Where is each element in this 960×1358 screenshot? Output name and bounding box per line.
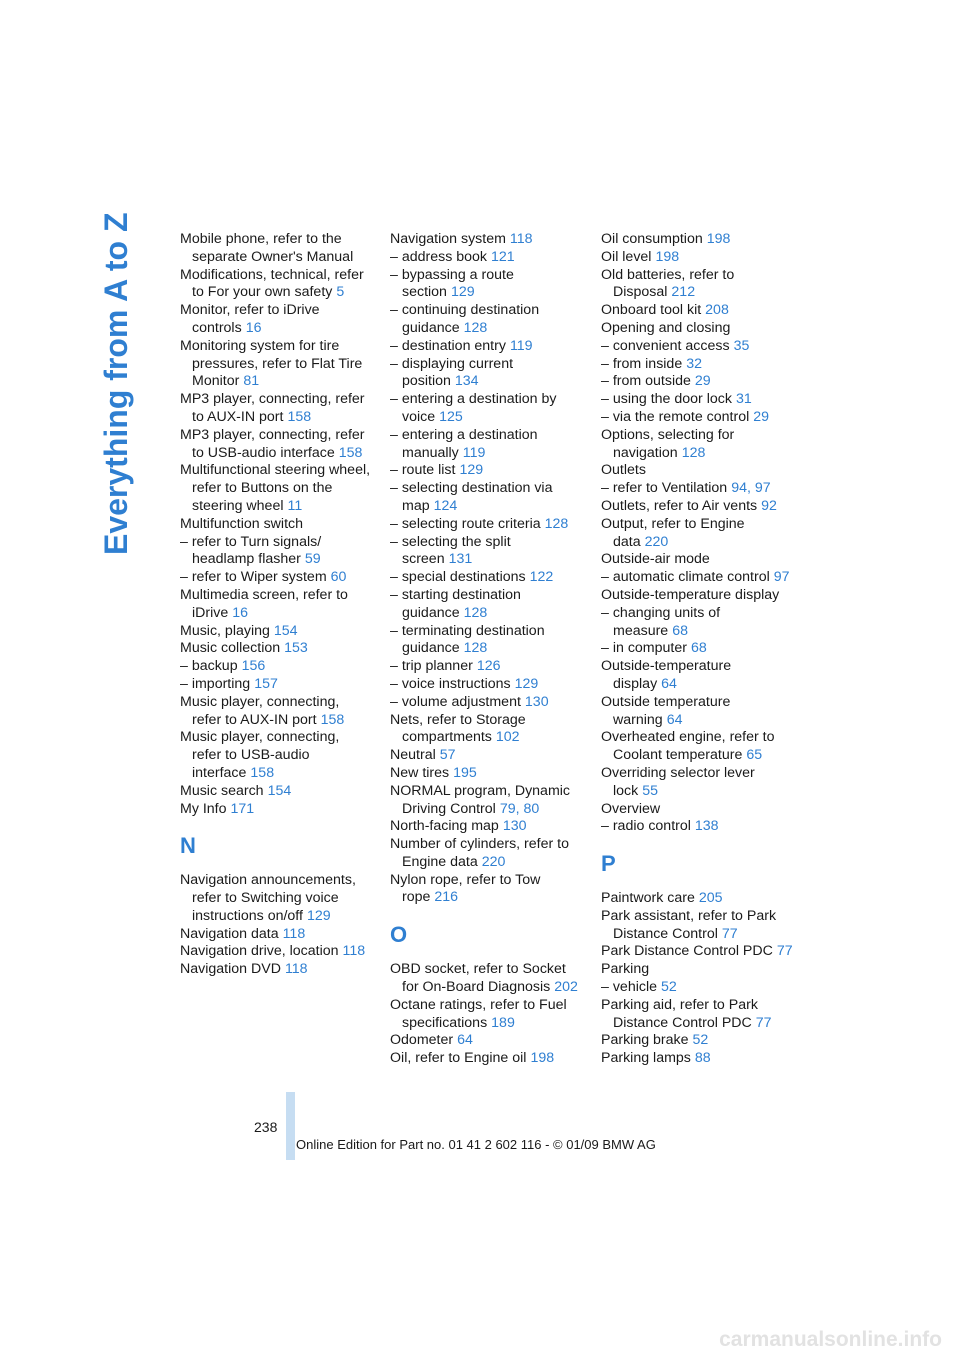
entry-text: Nets, refer to Storage compartments (390, 711, 526, 746)
page-number: 238 (254, 1119, 278, 1135)
index-entry (390, 516, 582, 534)
page-link[interactable]: 92 (761, 497, 777, 514)
footer-text: Online Edition for Part no. 01 41 2 602 116 - © 01/09 BMW AG (296, 1137, 656, 1152)
entry-text: Parking brake (601, 1032, 689, 1049)
entry-text: NORMAL program, Dynamic Driving Control (390, 782, 571, 817)
entry-text: – entering a destination by voice (390, 391, 557, 425)
index-entry (180, 783, 372, 801)
entry-text: My Info (180, 800, 227, 817)
index-entry (390, 658, 582, 676)
index-entry (390, 712, 582, 748)
index-entry (390, 765, 582, 783)
section-letter: N (180, 833, 196, 859)
index-entry (390, 427, 582, 463)
entry-text: Multifunctional steering wheel, refer to Buttons on the steering wheel (180, 462, 371, 514)
entry-text: – special destinations (390, 569, 526, 586)
entry-text: Number of cylinders, refer to Engine data (390, 836, 569, 870)
page-link[interactable]: 119 (509, 337, 533, 354)
page-link[interactable]: 65 (746, 747, 763, 764)
index-entry (180, 338, 372, 391)
page-link[interactable]: 118 (282, 925, 306, 942)
index-entry (390, 569, 582, 587)
page-link[interactable]: 29 (694, 373, 711, 390)
entry-text: New tires (390, 764, 450, 781)
index-entry (601, 1050, 793, 1068)
entry-text: – via the remote control (601, 408, 750, 425)
page-link[interactable]: 202 (554, 979, 578, 996)
entry-text: – vehicle (601, 979, 657, 996)
page-link[interactable]: 220 (644, 533, 669, 550)
entry-text: Parking lamps (601, 1050, 691, 1067)
index-entry (601, 356, 793, 374)
index-entry (180, 961, 372, 979)
entry-text: – importing (180, 675, 251, 692)
index-entry (390, 267, 582, 303)
index-entry (180, 640, 372, 658)
page-link[interactable]: 129 (459, 462, 484, 479)
index-entry (390, 249, 582, 267)
index-entry (601, 231, 793, 249)
entry-text: Overview (601, 800, 661, 817)
entry-text: – radio control (601, 818, 691, 835)
index-entry (601, 551, 793, 569)
page-link[interactable]: 52 (692, 1032, 709, 1049)
page-link[interactable]: 205 (698, 890, 723, 907)
page-link[interactable]: 126 (476, 658, 501, 675)
index-entry (601, 890, 793, 908)
index-entry (390, 1050, 582, 1068)
page-link[interactable]: 88 (694, 1050, 711, 1067)
index-entry (601, 908, 793, 944)
entry-text: Neutral (390, 747, 436, 764)
index-entry (601, 765, 793, 801)
index-entry (390, 1032, 582, 1050)
entry-text: Park assistant, refer to Park Distance Control (601, 907, 777, 942)
index-entry (180, 231, 372, 267)
index-column-3 (601, 231, 793, 1068)
index-entry (601, 979, 793, 997)
entry-text: – automatic climate control (601, 569, 770, 586)
index-entry (390, 462, 582, 480)
page-link[interactable]: 171 (230, 800, 255, 817)
index-entry (390, 694, 582, 712)
entry-text: – trip planner (390, 658, 473, 675)
index-entry (180, 801, 372, 819)
index-entry (180, 587, 372, 623)
entry-text: Navigation system (390, 231, 506, 247)
page-link[interactable]: 198 (655, 248, 680, 265)
page-link[interactable]: 121 (491, 248, 515, 265)
page-link[interactable]: 11 (287, 497, 303, 514)
entry-text: Outside-temperature display (601, 658, 732, 692)
index-entry (601, 320, 793, 338)
page-link[interactable]: 216 (434, 889, 459, 906)
page-link[interactable]: 220 (481, 853, 506, 870)
page-link[interactable]: 80 (523, 800, 540, 817)
index-entry (601, 997, 793, 1033)
index-entry (180, 926, 372, 944)
page-link[interactable]: 29 (753, 408, 770, 425)
page-link[interactable]: 212 (671, 284, 696, 301)
index-column-1 (180, 231, 372, 979)
page-link[interactable]: 5 (336, 284, 345, 301)
page-link[interactable]: 77 (721, 925, 738, 942)
page-link[interactable]: 128 (463, 604, 488, 621)
index-entry (390, 783, 582, 819)
index-entry (601, 801, 793, 819)
page-link[interactable]: 59 (304, 551, 321, 568)
page-link[interactable]: 158 (287, 408, 312, 425)
page-link[interactable]: 60 (330, 569, 347, 586)
index-entry (601, 587, 793, 605)
index-entry (180, 516, 372, 534)
page-link[interactable]: 129 (306, 907, 331, 924)
entry-text: Park Distance Control PDC (601, 943, 773, 960)
page-link[interactable]: 57 (439, 747, 456, 764)
page-link[interactable]: 35 (733, 337, 750, 354)
entry-text: Parking aid, refer to Park Distance Control PDC (601, 996, 758, 1031)
page-link[interactable]: 79 (499, 800, 516, 817)
page-link[interactable]: 153 (284, 640, 308, 657)
index-entry (601, 249, 793, 267)
page-link[interactable]: 94 (731, 480, 747, 497)
entry-text: – bypassing a route section (390, 266, 514, 301)
entry-text: – refer to Wiper system (180, 569, 327, 586)
page-link[interactable]: 157 (254, 675, 278, 692)
page-link[interactable]: 128 (681, 444, 706, 461)
entry-text: Navigation DVD (180, 961, 281, 978)
entry-text: – refer to Turn signals/ headlamp flasher (180, 533, 322, 568)
page-link[interactable]: 64 (661, 675, 677, 692)
entry-text: Outside-air mode (601, 551, 710, 568)
index-entry (601, 605, 793, 641)
page-link[interactable]: 130 (502, 818, 527, 835)
page-link[interactable]: 118 (342, 943, 366, 960)
index-entry (601, 498, 793, 516)
watermark: carmanualsonline.info (719, 1328, 942, 1351)
page-link[interactable]: 128 (463, 640, 488, 657)
index-entry (601, 943, 793, 961)
entry-text: – in computer (601, 640, 687, 657)
index-entry (601, 658, 793, 694)
index-entry (601, 267, 793, 303)
page-link[interactable]: 195 (453, 764, 477, 781)
index-entry (390, 961, 582, 997)
page-link[interactable]: 16 (245, 319, 262, 336)
page-link[interactable]: 97 (773, 569, 790, 586)
entry-text: Onboard tool kit (601, 302, 702, 319)
page-link[interactable]: 189 (491, 1014, 515, 1031)
index-entry (180, 694, 372, 730)
entry-text: North-facing map (390, 818, 499, 835)
entry-text: – volume adjustment (390, 693, 521, 710)
entry-text: Monitor, refer to iDrive controls (180, 302, 320, 336)
page-link[interactable]: 102 (495, 729, 520, 746)
page-link[interactable]: 131 (448, 551, 473, 568)
index-entry (601, 818, 793, 836)
index-entry (390, 676, 582, 694)
page-link[interactable]: 158 (338, 444, 363, 461)
entry-text: Octane ratings, refer to Fuel specifications (390, 996, 567, 1031)
entry-text: Multimedia screen, refer to iDrive (180, 586, 348, 621)
index-entry (601, 516, 793, 552)
entry-text: Outlets (601, 462, 646, 479)
entry-text: Music player, connecting, refer to USB-audio interface (180, 729, 340, 781)
page-link[interactable]: 31 (735, 391, 752, 408)
page-link[interactable]: 118 (284, 961, 308, 978)
entry-text: Parking (601, 961, 650, 978)
entry-text: – selecting the split screen (390, 533, 511, 568)
entry-text: Options, selecting for navigation (601, 426, 735, 461)
entry-text: Music, playing (180, 622, 270, 639)
page-separator: , (515, 800, 524, 817)
index-entry (601, 569, 793, 587)
entry-text: Music search (180, 782, 264, 799)
index-entry (180, 534, 372, 570)
entry-text: Navigation data (180, 925, 279, 942)
index-entry (180, 569, 372, 587)
entry-text: Oil, refer to Engine oil (390, 1050, 527, 1067)
entry-text: Monitoring system for tire pressures, refer to Flat Tire Monitor (180, 337, 363, 390)
page-link[interactable]: 32 (686, 355, 702, 372)
index-entry (180, 427, 372, 463)
page-link[interactable]: 68 (672, 622, 688, 639)
index-entry (601, 694, 793, 730)
page-link[interactable]: 156 (241, 658, 266, 675)
page-link[interactable]: 128 (544, 515, 569, 532)
index-entry (601, 338, 793, 356)
index-entry (180, 623, 372, 641)
page-link[interactable]: 16 (232, 604, 249, 621)
index-entry (390, 818, 582, 836)
entry-text: Navigation announcements, refer to Switching voice instructions on/off (180, 872, 356, 924)
section-letter: P (601, 851, 616, 877)
index-entry (180, 872, 372, 925)
index-entry (180, 391, 372, 427)
page-link[interactable]: 138 (694, 818, 719, 835)
page-link[interactable]: 154 (273, 622, 298, 639)
index-entry (180, 729, 372, 782)
page-link[interactable]: 52 (661, 979, 677, 996)
page-link[interactable]: 68 (690, 640, 707, 657)
page-link[interactable]: 124 (433, 497, 458, 514)
entry-text: Old batteries, refer to Disposal (601, 266, 735, 301)
page-link[interactable]: 198 (530, 1050, 555, 1067)
index-entry (601, 462, 793, 480)
page-link[interactable]: 64 (457, 1032, 473, 1049)
index-entry (601, 409, 793, 427)
entry-text: Overriding selector lever lock (601, 764, 755, 799)
entry-text: – starting destination guidance (390, 586, 521, 621)
page-link[interactable]: 129 (514, 675, 539, 692)
index-entry (601, 480, 793, 498)
entry-text: Output, refer to Engine data (601, 515, 745, 550)
page-link[interactable]: 128 (463, 319, 488, 336)
index-entry (390, 587, 582, 623)
index-entry (180, 267, 372, 303)
entry-text: – entering a destination manually (390, 426, 538, 461)
page-link[interactable]: 97 (754, 480, 771, 497)
footer-accent-bar (286, 1092, 295, 1160)
side-section-title: Everything from A to Z (98, 212, 134, 555)
entry-text: – from outside (601, 373, 691, 390)
index-entry (180, 462, 372, 515)
entry-text: MP3 player, connecting, refer to AUX-IN port (180, 391, 365, 425)
page-link[interactable]: 77 (776, 943, 793, 960)
page-link[interactable]: 77 (755, 1014, 772, 1031)
index-entry (390, 391, 582, 427)
index-entry (390, 338, 582, 356)
index-entry (390, 356, 582, 392)
entry-text: – address book (390, 248, 488, 265)
page-link[interactable]: 118 (509, 231, 533, 247)
entry-text: Outside-temperature display (601, 586, 780, 603)
entry-text: Modifications, technical, refer to For your own safety (180, 266, 364, 301)
page-link[interactable]: 158 (320, 711, 345, 728)
page-link[interactable]: 158 (250, 764, 275, 781)
entry-text: – route list (390, 462, 456, 479)
entry-text: Overheated engine, refer to Coolant temperature (601, 729, 775, 764)
page-link[interactable]: 119 (462, 444, 486, 461)
entry-text: – from inside (601, 355, 683, 372)
page-separator: , (746, 480, 755, 497)
index-entry (601, 961, 793, 979)
index-entry (601, 373, 793, 391)
entry-text: – displaying current position (390, 355, 514, 390)
entry-text: – refer to Ventilation (601, 480, 728, 497)
entry-text: – terminating destination guidance (390, 622, 545, 657)
index-entry (180, 302, 372, 338)
index-entry (601, 302, 793, 320)
entry-text: Music collection (180, 640, 281, 657)
entry-text: – voice instructions (390, 675, 511, 692)
entry-text: – selecting destination via map (390, 480, 553, 514)
index-entry (390, 302, 582, 338)
index-entry (601, 1032, 793, 1050)
section-letter: O (390, 922, 408, 948)
index-column-2 (390, 231, 582, 1068)
index-entry (390, 534, 582, 570)
index-entry (601, 640, 793, 658)
index-entry (390, 997, 582, 1033)
entry-text: Paintwork care (601, 890, 695, 907)
entry-text: – selecting route criteria (390, 515, 541, 532)
page-link[interactable]: 64 (666, 711, 683, 728)
index-entry (390, 480, 582, 516)
entry-text: MP3 player, connecting, refer to USB-audio interface (180, 426, 365, 461)
entry-text: Outlets, refer to Air vents (601, 497, 758, 514)
entry-text: Oil level (601, 248, 652, 265)
index-entry (390, 231, 582, 249)
index-entry (601, 729, 793, 765)
entry-text: Odometer (390, 1032, 454, 1049)
entry-text: – destination entry (390, 337, 506, 354)
page-link[interactable]: 122 (529, 569, 554, 586)
entry-text: – backup (180, 658, 238, 675)
page-link[interactable]: 134 (454, 373, 479, 390)
entry-text: Outside temperature warning (601, 693, 731, 728)
entry-text: – convenient access (601, 337, 730, 354)
entry-text: Music player, connecting, refer to AUX-IN port (180, 693, 340, 728)
page-link[interactable]: 198 (706, 231, 731, 247)
index-entry (390, 747, 582, 765)
entry-text: – continuing destination guidance (390, 302, 540, 336)
page-link[interactable]: 208 (705, 302, 729, 319)
entry-text: Nylon rope, refer to Tow rope (390, 871, 541, 906)
index-entry (390, 872, 582, 908)
entry-text: Multifunction switch (180, 515, 304, 532)
index-entry (180, 658, 372, 676)
page-link[interactable]: 154 (267, 782, 292, 799)
entry-text: OBD socket, refer to Socket for On-Board Diagnosis (390, 961, 566, 996)
index-entry (180, 676, 372, 694)
index-entry (601, 391, 793, 409)
entry-text: – changing units of measure (601, 604, 721, 639)
entry-text: Navigation drive, location (180, 943, 339, 960)
index-entry (601, 427, 793, 463)
page-link[interactable]: 81 (243, 373, 260, 390)
page-link[interactable]: 129 (450, 284, 475, 301)
page-link[interactable]: 55 (642, 782, 659, 799)
index-entry (390, 836, 582, 872)
entry-text: Oil consumption (601, 231, 703, 247)
entry-text: – using the door lock (601, 391, 732, 408)
page-link[interactable]: 125 (439, 408, 463, 425)
index-entry (180, 943, 372, 961)
page-link[interactable]: 130 (524, 693, 549, 710)
entry-text: Mobile phone, refer to the separate Owner's Manual (180, 231, 354, 265)
index-entry (390, 623, 582, 659)
entry-text: Opening and closing (601, 319, 731, 336)
